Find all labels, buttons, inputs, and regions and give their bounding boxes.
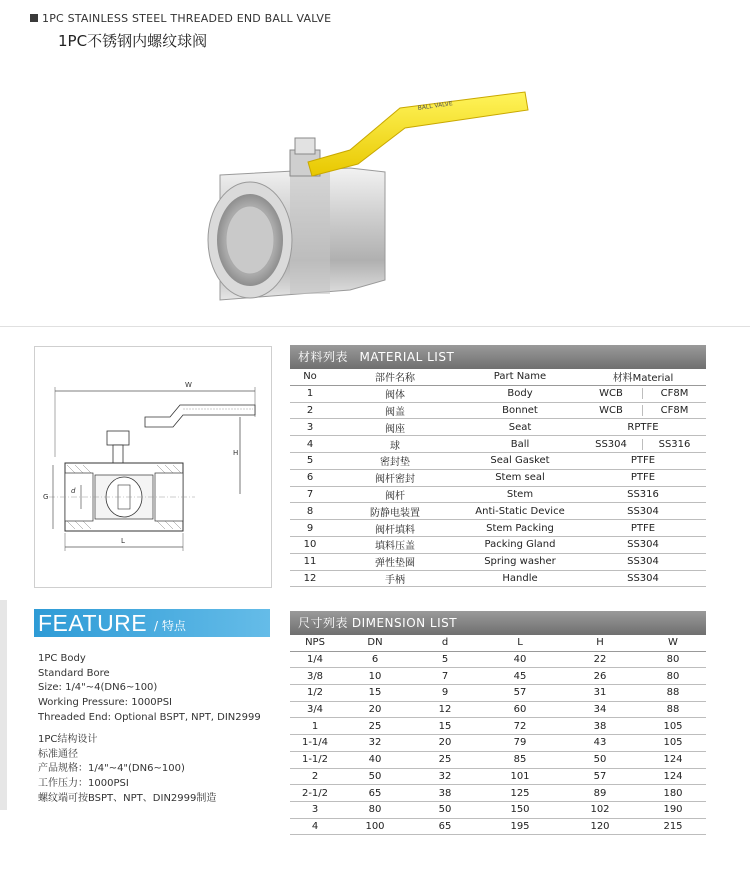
dim-label-h: H <box>233 449 239 457</box>
dimension-cell-nps: 3 <box>290 801 340 818</box>
material-cell-material: SS304 <box>580 553 706 570</box>
material-cell-cn: 阀杆密封 <box>330 469 460 486</box>
material-list-heading-en: MATERIAL LIST <box>359 350 455 364</box>
col-header: d <box>410 635 480 651</box>
feature-item: Working Pressure: 1000PSI <box>38 697 172 709</box>
material-cell-material: SS316 <box>580 486 706 503</box>
material-cell-no: 10 <box>290 536 330 553</box>
material-cell-cn: 阀座 <box>330 419 460 436</box>
dimension-cell-h: 50 <box>560 751 640 768</box>
material-row <box>290 469 706 486</box>
dimension-cell-nps: 1/2 <box>290 685 340 702</box>
material-cell-no: 12 <box>290 570 330 587</box>
material-value-b: CF8M <box>660 404 689 416</box>
feature-item: Threaded End: Optional BSPT, NPT, DIN2999 <box>38 711 261 723</box>
dimension-cell-l: 57 <box>480 685 560 702</box>
dimension-cell-dn: 100 <box>340 818 410 835</box>
dim-label-g: G <box>43 493 49 501</box>
feature-header <box>34 609 270 637</box>
dimension-cell-h: 31 <box>560 685 640 702</box>
dimension-cell-l: 40 <box>480 651 560 668</box>
dimension-cell-l: 101 <box>480 768 560 785</box>
dim-label-l: L <box>121 537 125 545</box>
dimension-cell-h: 57 <box>560 768 640 785</box>
material-cell-cn: 阀盖 <box>330 402 460 419</box>
material-cell-cn: 填料压盖 <box>330 536 460 553</box>
title-chinese: 1PC不锈钢内螺纹球阀 <box>58 32 208 50</box>
material-cell-no: 5 <box>290 452 330 469</box>
dimension-row <box>290 751 706 768</box>
material-cell-material: PTFE <box>580 520 706 537</box>
material-cell-material: SS304 <box>580 570 706 587</box>
dimension-cell-l: 85 <box>480 751 560 768</box>
dimension-cell-w: 190 <box>640 801 706 818</box>
dimension-row <box>290 735 706 752</box>
dimension-cell-h: 120 <box>560 818 640 835</box>
material-cell-part: Spring washer <box>460 553 580 570</box>
dimension-cell-nps: 2-1/2 <box>290 785 340 802</box>
dimension-cell-dn: 32 <box>340 735 410 752</box>
ball-valve-photo <box>180 80 540 320</box>
dimension-cell-dn: 6 <box>340 651 410 668</box>
material-cell-no: 6 <box>290 469 330 486</box>
dimension-cell-dn: 20 <box>340 701 410 718</box>
dimension-cell-d: 32 <box>410 768 480 785</box>
material-cell-no: 11 <box>290 553 330 570</box>
material-cell-material: PTFE <box>580 452 706 469</box>
dimension-cell-nps: 3/8 <box>290 668 340 685</box>
dimension-cell-dn: 15 <box>340 685 410 702</box>
material-row <box>290 436 706 453</box>
material-row <box>290 520 706 537</box>
material-table-header-row <box>290 369 706 385</box>
material-cell-no: 8 <box>290 503 330 520</box>
dimension-cell-d: 65 <box>410 818 480 835</box>
material-cell-material: PTFE <box>580 469 706 486</box>
feature-heading-cn: / 特点 <box>154 619 186 633</box>
material-row <box>290 402 706 419</box>
title-english: 1PC STAINLESS STEEL THREADED END BALL VALVE <box>42 12 332 25</box>
material-cell-no: 7 <box>290 486 330 503</box>
dimension-cell-w: 105 <box>640 718 706 735</box>
feature-list-cn <box>38 733 216 807</box>
dimension-cell-l: 125 <box>480 785 560 802</box>
dimension-cell-h: 38 <box>560 718 640 735</box>
dimension-cell-l: 45 <box>480 668 560 685</box>
dimension-cell-dn: 25 <box>340 718 410 735</box>
svg-text:BALL VALVE: BALL VALVE <box>417 100 454 112</box>
dimension-cell-nps: 4 <box>290 818 340 835</box>
material-row <box>290 486 706 503</box>
dimension-cell-d: 38 <box>410 785 480 802</box>
col-header: W <box>640 635 706 651</box>
dimension-cell-w: 80 <box>640 668 706 685</box>
feature-item: 1PC Body <box>38 653 86 664</box>
col-header: H <box>560 635 640 651</box>
material-cell-part: Bonnet <box>460 402 580 419</box>
valve-cross-section-diagram <box>35 347 271 587</box>
dimension-cell-l: 195 <box>480 818 560 835</box>
dimension-cell-d: 50 <box>410 801 480 818</box>
feature-heading-cn-text: 特点 <box>161 619 186 633</box>
dimension-list-header <box>290 611 706 635</box>
dimension-cell-h: 43 <box>560 735 640 752</box>
dimension-cell-w: 215 <box>640 818 706 835</box>
dimension-cell-dn: 65 <box>340 785 410 802</box>
dimension-cell-nps: 2 <box>290 768 340 785</box>
col-header: No <box>290 369 330 385</box>
dimension-cell-d: 7 <box>410 668 480 685</box>
dimension-cell-nps: 1 <box>290 718 340 735</box>
dimension-list-heading-en: DIMENSION LIST <box>351 616 458 630</box>
dimension-row <box>290 668 706 685</box>
material-cell-part: Packing Gland <box>460 536 580 553</box>
col-header: L <box>480 635 560 651</box>
material-value-a: SS304 <box>580 439 643 450</box>
dimension-cell-dn: 10 <box>340 668 410 685</box>
dimension-cell-w: 124 <box>640 768 706 785</box>
dimension-cell-h: 89 <box>560 785 640 802</box>
material-cell-part: Seal Gasket <box>460 452 580 469</box>
feature-item: 产品规格：1/4"~4"(DN6~100) <box>38 763 185 775</box>
dimension-row <box>290 801 706 818</box>
material-cell-material: RPTFE <box>580 419 706 436</box>
material-cell-cn: 防静电装置 <box>330 503 460 520</box>
dim-label-w: W <box>185 381 192 389</box>
dimension-row <box>290 818 706 835</box>
col-header: 材料Material <box>580 369 706 385</box>
col-header: 部件名称 <box>330 369 460 385</box>
material-value-b: CF8M <box>660 388 689 400</box>
technical-drawing <box>34 346 272 588</box>
material-value-a: WCB <box>580 388 643 399</box>
dimension-cell-h: 102 <box>560 801 640 818</box>
dimension-cell-h: 34 <box>560 701 640 718</box>
material-cell-part: Handle <box>460 570 580 587</box>
dimension-cell-d: 25 <box>410 751 480 768</box>
dimension-cell-l: 79 <box>480 735 560 752</box>
material-row <box>290 503 706 520</box>
material-list-heading-cn: 材料列表 <box>298 350 349 364</box>
feature-item: 1PC结构设计 <box>38 734 98 745</box>
dimension-cell-d: 9 <box>410 685 480 702</box>
feature-list-en <box>38 652 261 726</box>
dim-label-d: d <box>71 487 76 495</box>
dimension-cell-dn: 80 <box>340 801 410 818</box>
section-divider <box>0 326 750 327</box>
material-list-header <box>290 345 706 369</box>
dimension-cell-d: 12 <box>410 701 480 718</box>
material-cell-cn: 弹性垫圈 <box>330 553 460 570</box>
title-bullet-icon <box>30 14 38 22</box>
dimension-row <box>290 685 706 702</box>
material-row <box>290 419 706 436</box>
material-row <box>290 536 706 553</box>
material-row <box>290 553 706 570</box>
dimension-list-heading-cn: 尺寸列表 <box>298 616 349 630</box>
material-cell-no: 2 <box>290 402 330 419</box>
dimension-cell-d: 20 <box>410 735 480 752</box>
dimension-row <box>290 651 706 668</box>
feature-item: 工作压力：1000PSI <box>38 778 129 790</box>
material-cell-cn: 球 <box>330 436 460 453</box>
material-cell-material <box>580 402 706 419</box>
dimension-cell-nps: 1-1/4 <box>290 735 340 752</box>
dimension-row <box>290 768 706 785</box>
dimension-cell-w: 88 <box>640 701 706 718</box>
dimension-row <box>290 718 706 735</box>
material-cell-material: SS304 <box>580 536 706 553</box>
material-cell-material: SS304 <box>580 503 706 520</box>
feature-item: 标准通径 <box>38 748 78 760</box>
dimension-row <box>290 785 706 802</box>
feature-item: 螺纹端可按BSPT、NPT、DIN2999制造 <box>38 792 217 804</box>
dimension-cell-l: 60 <box>480 701 560 718</box>
material-cell-material <box>580 436 706 453</box>
col-header: NPS <box>290 635 340 651</box>
material-cell-cn: 手柄 <box>330 570 460 587</box>
dimension-row <box>290 701 706 718</box>
dimension-cell-w: 88 <box>640 685 706 702</box>
dimension-cell-d: 15 <box>410 718 480 735</box>
col-header: Part Name <box>460 369 580 385</box>
material-cell-material <box>580 385 706 402</box>
material-cell-part: Body <box>460 385 580 402</box>
material-cell-no: 3 <box>290 419 330 436</box>
material-cell-cn: 密封垫 <box>330 452 460 469</box>
material-cell-no: 9 <box>290 520 330 537</box>
dimension-cell-l: 150 <box>480 801 560 818</box>
material-value-a: WCB <box>580 405 643 416</box>
dimension-cell-dn: 50 <box>340 768 410 785</box>
feature-item: Standard Bore <box>38 667 110 679</box>
material-cell-cn: 阀体 <box>330 385 460 402</box>
material-value-b: SS316 <box>658 438 691 450</box>
dimension-cell-h: 22 <box>560 651 640 668</box>
material-row <box>290 385 706 402</box>
dimension-cell-w: 180 <box>640 785 706 802</box>
material-cell-part: Ball <box>460 436 580 453</box>
feature-heading-en: FEATURE <box>38 610 148 636</box>
dimension-table-header-row <box>290 635 706 651</box>
material-cell-part: Stem Packing <box>460 520 580 537</box>
dimension-cell-w: 124 <box>640 751 706 768</box>
dimension-cell-l: 72 <box>480 718 560 735</box>
material-cell-part: Stem <box>460 486 580 503</box>
material-row <box>290 452 706 469</box>
material-cell-no: 4 <box>290 436 330 453</box>
material-cell-cn: 阀杆 <box>330 486 460 503</box>
material-cell-part: Stem seal <box>460 469 580 486</box>
dimension-cell-w: 105 <box>640 735 706 752</box>
material-cell-no: 1 <box>290 385 330 402</box>
material-cell-part: Anti-Static Device <box>460 503 580 520</box>
material-cell-cn: 阀杆填料 <box>330 520 460 537</box>
dimension-cell-d: 5 <box>410 651 480 668</box>
left-accent-bar <box>0 600 7 810</box>
dimension-cell-w: 80 <box>640 651 706 668</box>
col-header: DN <box>340 635 410 651</box>
dimension-cell-nps: 1-1/2 <box>290 751 340 768</box>
material-cell-part: Seat <box>460 419 580 436</box>
dimension-cell-dn: 40 <box>340 751 410 768</box>
dimension-cell-h: 26 <box>560 668 640 685</box>
material-table <box>290 369 706 587</box>
feature-item: Size: 1/4"~4(DN6~100) <box>38 682 158 694</box>
dimension-cell-nps: 3/4 <box>290 701 340 718</box>
material-row <box>290 570 706 587</box>
dimension-cell-nps: 1/4 <box>290 651 340 668</box>
dimension-table <box>290 635 706 835</box>
